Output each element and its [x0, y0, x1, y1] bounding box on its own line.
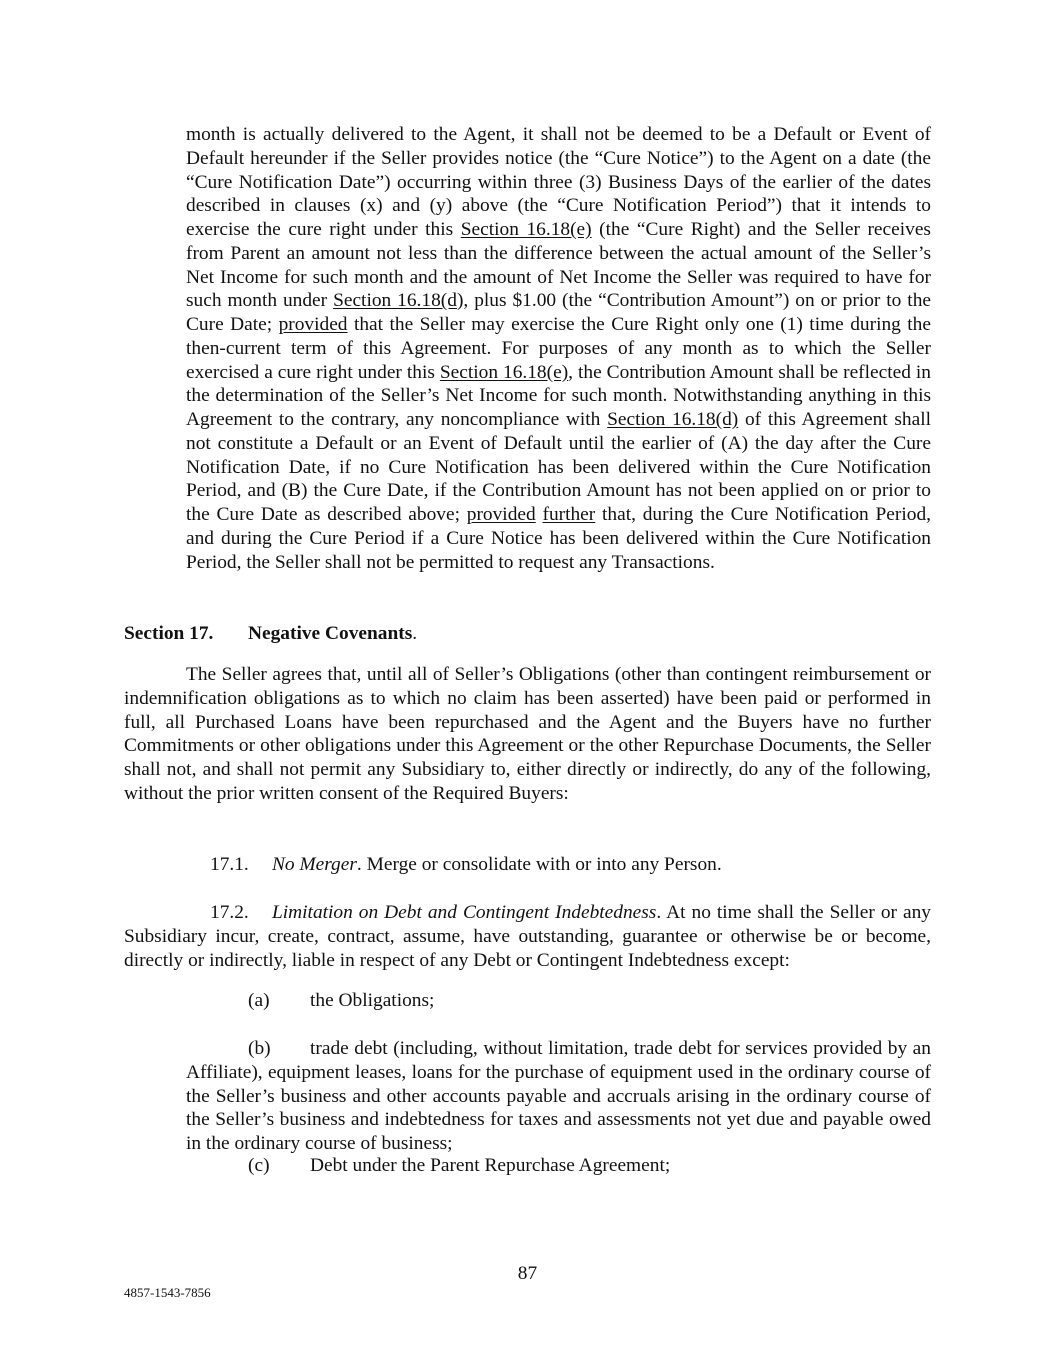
section-reference: Section 16.18(e)	[439, 361, 569, 383]
subsection-title: Limitation on Debt and Contingent Indebtedness	[272, 902, 657, 923]
clause-c	[186, 1154, 931, 1178]
section-title: Negative Covenants	[248, 623, 413, 644]
clause-label: (c)	[248, 1155, 270, 1176]
subsection-17-1	[124, 853, 931, 877]
text-run: The Seller agrees that, until all of Seller’s Obligations (other than contingent reimbursement or indemnification obligations as to which no claim has been asserted) have been paid or performed in full, all Purchased Loans have been repurchased and the Agent and the Buyers have no further Commitments or other obligations under this Agreement or the other Repurchase Documents, the Seller shall not, and shall not permit any Subsidiary to, either directly or indirectly, do any of the following, without the prior written consent of the Required Buyers:	[124, 664, 931, 804]
section-number: Section 17.	[124, 623, 214, 644]
clause-a	[186, 989, 931, 1013]
section-reference: Section 16.18(d)	[607, 409, 739, 430]
document-id: 4857-1543-7856	[124, 1285, 211, 1300]
subsection-number: 17.2.	[210, 902, 249, 923]
heading-period: .	[412, 623, 418, 644]
text-run: of this Agreement shall not constitute a Default or an Event of Default until the earlier of (A) the day after the Cure Notification Date, if no Cure Notification has been delivered within the Cure Notification Period, and (B) the Cure Date, if the Contribution Amount has not been applied on or prior to the Cure Date as described above;	[186, 409, 932, 525]
clause-label: (a)	[248, 990, 270, 1011]
subsection-title: No Merger	[272, 854, 357, 875]
further-term: further	[542, 504, 596, 525]
provided-term: provided	[278, 314, 348, 335]
section-reference: Section 16.18(e)	[460, 219, 592, 240]
text-run: ), plus $1.00 (the “Contribution Amount”) on or prior to the Cure Date;	[186, 290, 931, 335]
text-run: . At no time shall the Seller or any Subsidiary incur, create, contract, assume, have outstanding, guarantee or otherwise be or become, directly or indirectly, liable in respect of any Debt or Contingent Indebtedness except:	[124, 902, 931, 971]
text-run: that the Seller may exercise the Cure Right only one (1) time during the then-current term of this Agreement. For purposes of any month as to which the Seller exercised a cure right under this	[186, 314, 931, 383]
clause-text: trade debt (including, without limitation, trade debt for services provided by an Affiliate), equipment leases, loans for the purchase of equipment used in the ordinary course of the Seller’s business and other accounts payable and accruals arising in the ordinary course of the Seller’s business and indebtedness for taxes and assessments not yet due and payable owed in the ordinary course of business;	[186, 1038, 931, 1154]
text-run: that, during the Cure Notification Period, and during the Cure Period if a Cure Notice has been delivered within the Cure Notification Period, the Seller shall not be permitted to request any Transactions.	[186, 504, 931, 573]
text-run: month is actually delivered to the Agent, it shall not be deemed to be a Default or Event of Default hereunder if the Seller provides notice (the “Cure Notice”) to the Agent on a date (the “Cure Notification Date”) occurring within three (3) Business Days of the earlier of the dates described in clauses (x) and (y) above (the “Cure Notification Period”) that it intends to exercise the cure right under this	[186, 124, 931, 240]
subsection-number: 17.1.	[210, 854, 249, 875]
section-17-heading	[124, 622, 931, 646]
text-run: (the “Cure Right) and the Seller receives from Parent an amount not less than the difference between the actual amount of the Seller’s Net Income for such month and the amount of Net Income the Seller was required to have for such month under	[186, 219, 931, 312]
clause-text: the Obligations;	[310, 990, 435, 1011]
clause-label: (b)	[248, 1038, 271, 1059]
page-number: 87	[517, 1263, 538, 1284]
clause-b	[186, 1037, 931, 1156]
subsection-17-2	[124, 901, 931, 972]
paragraph-negative-covenants-intro	[124, 663, 931, 806]
provided-term: provided	[466, 504, 536, 525]
text-run: . Merge or consolidate with or into any Person.	[356, 854, 722, 875]
paragraph-cure-right	[186, 123, 931, 574]
text-run: , the Contribution Amount shall be reflected in the determination of the Seller’s Net Income for such month. Notwithstanding anything in this Agreement to the contrary, any noncompliance with	[186, 361, 931, 430]
section-reference: Section 16.18(d	[333, 290, 457, 312]
clause-text: Debt under the Parent Repurchase Agreement;	[310, 1155, 671, 1176]
